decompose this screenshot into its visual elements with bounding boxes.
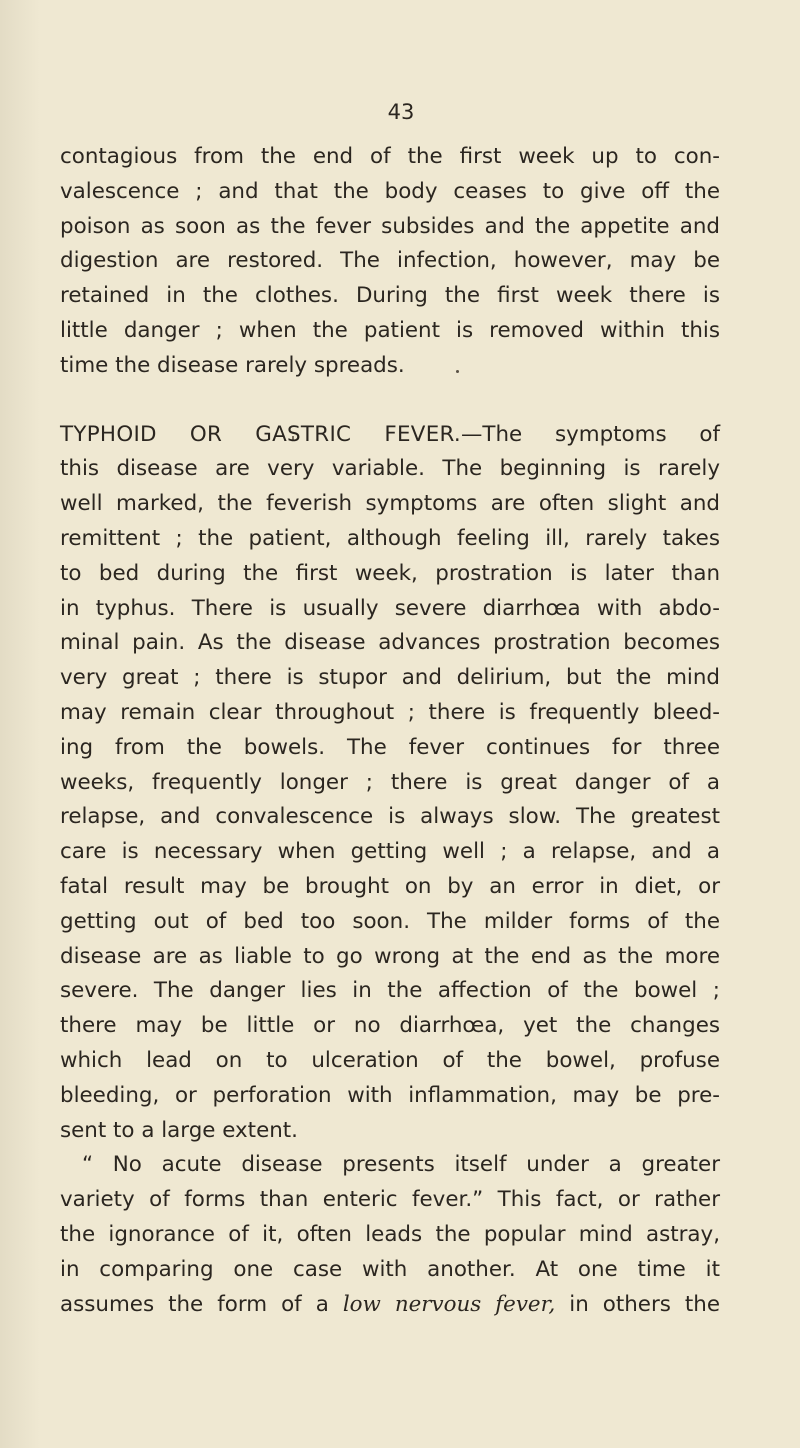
text-line: contagious from the end of the first week up to con- (60, 144, 720, 169)
text-line: in typhus. There is usually severe diarrhœa with abdo- (60, 595, 720, 621)
paragraph-gap (60, 384, 720, 418)
text-line: little danger ; when the patient is removed within this (60, 317, 720, 343)
paragraph-contagion (60, 140, 720, 384)
text-line: in comparing one case with another. At one time it (60, 1256, 720, 1282)
text-line: poison as soon as the fever subsides and the appetite and (60, 213, 720, 239)
heading-continuation: —The symptoms of (461, 421, 720, 447)
emphasis-text: low nervous fever, (342, 1291, 556, 1317)
text-line-mixed (60, 1288, 720, 1323)
text-line: variety of forms than enteric fever.” This fact, or rather (60, 1187, 720, 1213)
text-line: to bed during the first week, prostration is later than (60, 560, 720, 586)
text-line: digestion are restored. The infection, however, may be (60, 248, 720, 274)
text-line: severe. The danger lies in the affection of the bowel ; (60, 978, 720, 1004)
text-line: fatal result may be brought on by an error in diet, or (60, 873, 720, 899)
text-line: disease are as liable to go wrong at the end as the more (60, 943, 720, 969)
text-line: which lead on to ulceration of the bowel, profuse (60, 1047, 720, 1073)
text-line: very great ; there is stupor and delirium, but the mind (60, 665, 720, 691)
paragraph-typhoid (60, 418, 720, 1149)
text-line: care is necessary when getting well ; a relapse, and a (60, 839, 720, 865)
text-line: valescence ; and that the body ceases to give off the (60, 178, 720, 204)
text-line: remittent ; the patient, although feeling ill, rarely takes (60, 525, 720, 551)
text-line: ing from the bowels. The fever continues for three (60, 734, 720, 760)
text-run: in others the (555, 1291, 721, 1317)
text-line: weeks, frequently longer ; there is great danger of a (60, 769, 720, 795)
text-line: there may be little or no diarrhœa, yet the changes (60, 1013, 720, 1039)
text-line: well marked, the feverish symptoms are often slight and (60, 491, 720, 517)
text-line: sent to a large extent. (60, 1117, 298, 1143)
text-line-heading (60, 418, 720, 453)
text-line: bleeding, or perforation with inflammation, may be pre- (60, 1082, 720, 1108)
text-line: time the disease rarely spreads. (60, 352, 405, 378)
text-line: the ignorance of it, often leads the popular mind astray, (60, 1221, 720, 1247)
text-line: “ No acute disease presents itself under a greater (82, 1152, 720, 1178)
text-line: relapse, and convalescence is always slow. The greatest (60, 804, 720, 830)
text-run: assumes the form of a (60, 1291, 343, 1317)
body-text (60, 140, 720, 1322)
paragraph-quote (60, 1148, 720, 1322)
section-heading: TYPHOID OR GASTRIC FEVER. (60, 421, 462, 447)
text-line: retained in the clothes. During the first week there is (60, 283, 720, 309)
text-line: getting out of bed too soon. The milder forms of the (60, 908, 720, 934)
text-line: this disease are very variable. The beginning is rarely (60, 456, 720, 482)
text-line: may remain clear throughout ; there is frequently bleed- (60, 699, 720, 725)
page-number: 43 (387, 100, 415, 124)
text-line: minal pain. As the disease advances prostration becomes (60, 630, 720, 656)
